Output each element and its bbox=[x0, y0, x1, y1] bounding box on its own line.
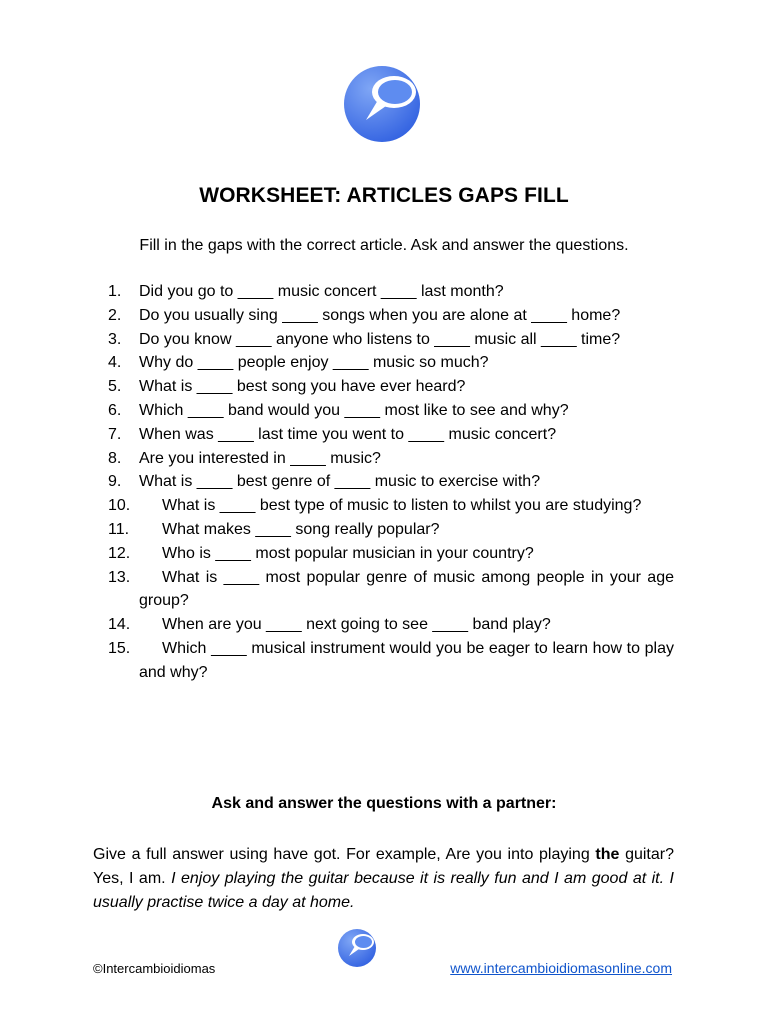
website-link[interactable]: www.intercambioidiomasonline.com bbox=[450, 960, 672, 976]
question-number: 3. bbox=[108, 330, 122, 348]
question-text: Did you go to ____ music concert ____ last month? bbox=[139, 283, 504, 300]
footer-logo-icon bbox=[337, 928, 379, 968]
question-item bbox=[108, 399, 674, 423]
example-bold: the bbox=[595, 846, 620, 863]
question-text: Do you usually sing ____ songs when you are alone at ____ home? bbox=[139, 306, 621, 324]
question-item bbox=[108, 613, 674, 637]
partner-heading: Ask and answer the questions with a partner: bbox=[211, 795, 557, 812]
question-text: Are you interested in ____ music? bbox=[139, 449, 381, 467]
question-item bbox=[108, 351, 674, 375]
question-number: 4. bbox=[108, 354, 122, 372]
question-item bbox=[108, 447, 674, 471]
question-number: 10. bbox=[108, 497, 131, 515]
question-item bbox=[108, 328, 674, 352]
question-number: 1. bbox=[108, 283, 122, 300]
question-text: What is ____ best genre of ____ music to exercise with? bbox=[139, 473, 541, 491]
question-text: Which ____ band would you ____ most like to see and why? bbox=[139, 401, 569, 419]
question-item bbox=[108, 423, 674, 447]
question-text: Which ____ musical instrument would you be eager to learn how to play and why? bbox=[139, 639, 674, 681]
logo-icon bbox=[342, 64, 426, 144]
question-number: 9. bbox=[108, 473, 122, 491]
question-number: 7. bbox=[108, 425, 122, 443]
question-number: 14. bbox=[108, 616, 131, 634]
question-item bbox=[108, 494, 674, 518]
example-text-2: guitar? Yes, I am. bbox=[93, 846, 674, 887]
page-title: WORKSHEET: ARTICLES GAPS FILL bbox=[199, 184, 569, 207]
question-item bbox=[108, 304, 674, 328]
question-number: 8. bbox=[108, 449, 122, 467]
question-text: What is ____ best song you have ever heard? bbox=[139, 378, 466, 396]
question-item bbox=[108, 375, 674, 399]
question-text: What makes ____ song really popular? bbox=[162, 520, 440, 538]
question-item bbox=[108, 518, 674, 542]
copyright-text: ©Intercambioidiomas bbox=[93, 961, 216, 976]
question-item bbox=[108, 280, 674, 304]
example-italic: I enjoy playing the guitar because it is really fun and I am good at it. I usually practise twice a day at home. bbox=[93, 869, 674, 911]
question-item bbox=[108, 566, 674, 614]
question-number: 5. bbox=[108, 378, 122, 396]
question-item bbox=[108, 542, 674, 566]
question-text: Why do ____ people enjoy ____ music so much? bbox=[139, 354, 489, 372]
instructions-text: Fill in the gaps with the correct article. Ask and answer the questions. bbox=[139, 237, 629, 254]
question-item bbox=[108, 637, 674, 685]
question-text: What is ____ most popular genre of music among people in your age group? bbox=[139, 568, 674, 610]
questions-list bbox=[108, 280, 674, 685]
question-number: 12. bbox=[108, 544, 131, 562]
question-number: 15. bbox=[108, 639, 131, 657]
example-text-1: Give a full answer using have got. For example, Are you into playing bbox=[93, 846, 596, 863]
question-text: When was ____ last time you went to ____ music concert? bbox=[139, 425, 557, 443]
question-number: 6. bbox=[108, 401, 122, 419]
question-text: Do you know ____ anyone who listens to ____ music all ____ time? bbox=[139, 330, 621, 348]
example-paragraph bbox=[93, 843, 674, 914]
question-number: 11. bbox=[108, 520, 130, 538]
question-text: When are you ____ next going to see ____ band play? bbox=[162, 616, 551, 634]
question-item bbox=[108, 470, 674, 494]
question-text: What is ____ best type of music to listen to whilst you are studying? bbox=[162, 497, 642, 515]
question-number: 2. bbox=[108, 306, 122, 324]
question-number: 13. bbox=[108, 568, 131, 586]
question-text: Who is ____ most popular musician in your country? bbox=[162, 544, 534, 562]
